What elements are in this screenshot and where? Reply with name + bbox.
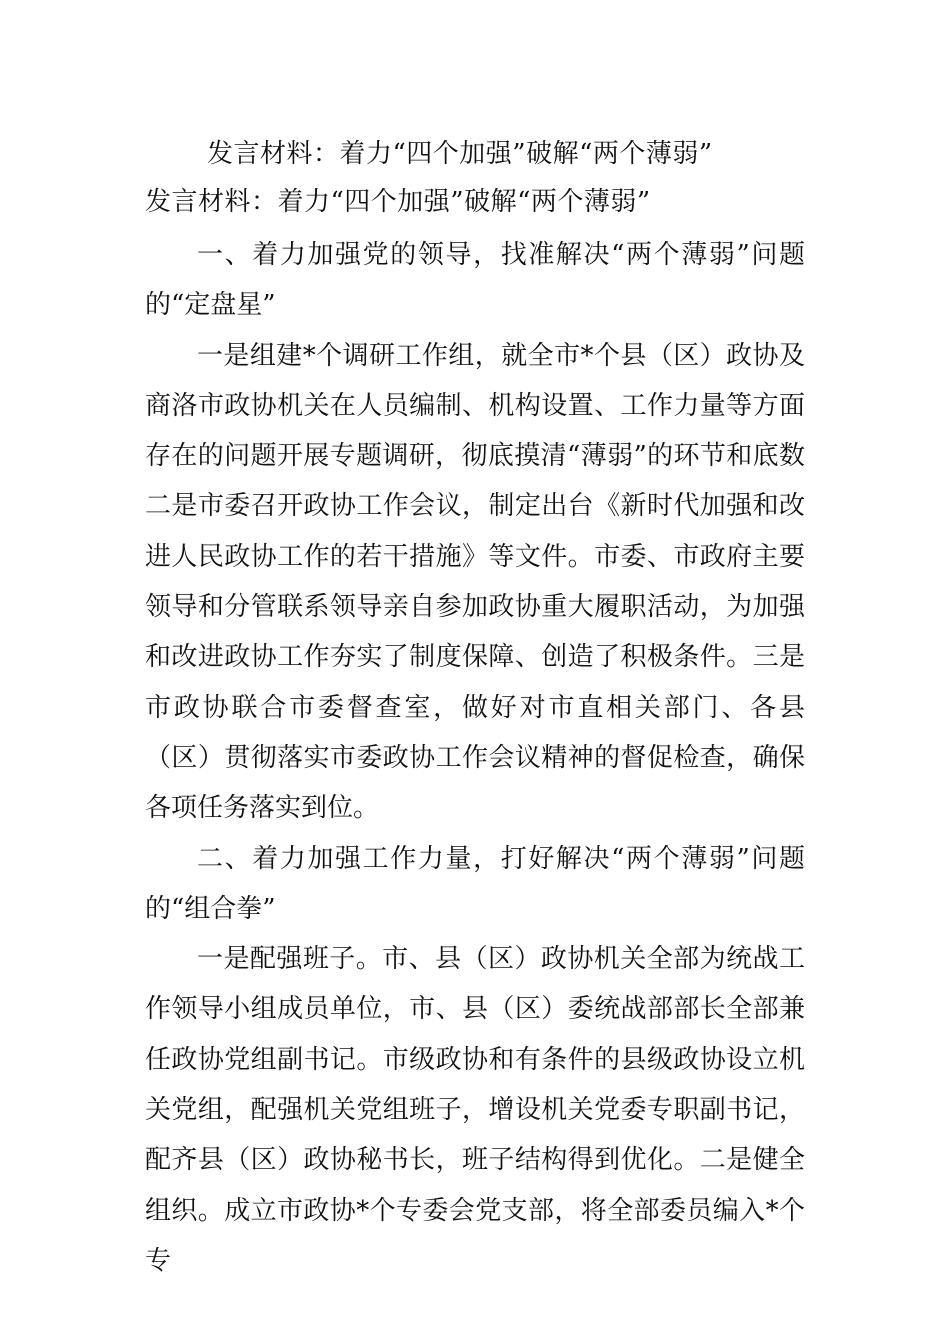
body-paragraph-1: 一是组建*个调研工作组，就全市*个县（区）政协及商洛市政协机关在人员编制、机构设置、工作力量等方面存在的问题开展专题调研，彻底摸清“薄弱”的环节和底数二是市委召开政协工作会议，制定出台《新时代加强和改进人民政协工作的若干措施》等文件。市委、市政府主要领导和分管联系领导亲自参加政协重大履职活动，为加强和改进政协工作夯实了制度保障、创造了积极条件。三是市政协联合市委督查室，做好对市直相关部门、各县（区）贯彻落实市委政协工作会议精神的督促检查，确保各项任务落实到位。: [145, 340, 805, 824]
document-subtitle: 发言材料：着力“四个加强”破解“两个薄弱”: [145, 187, 651, 217]
document-title: 发言材料：着力“四个加强”破解“两个薄弱”: [207, 139, 713, 169]
section-heading-2: 二、着力加强工作力量，打好解决“两个薄弱”问题的“组合拳”: [145, 843, 805, 924]
document-body: [145, 230, 805, 1286]
body-paragraph-2: 一是配强班子。市、县（区）政协机关全部为统战工作领导小组成员单位，市、县（区）委统战部部长全部兼任政协党组副书记。市级政协和有条件的县级政协设立机关党组，配强机关党组班子，增设机关党委专职副书记，配齐县（区）政协秘书长，班子结构得到优化。二是健全组织。成立市政协*个专委会党支部，将全部委员编入*个专: [145, 944, 805, 1276]
section-heading-1: 一、着力加强党的领导，找准解决“两个薄弱”问题的“定盘星”: [145, 240, 805, 321]
